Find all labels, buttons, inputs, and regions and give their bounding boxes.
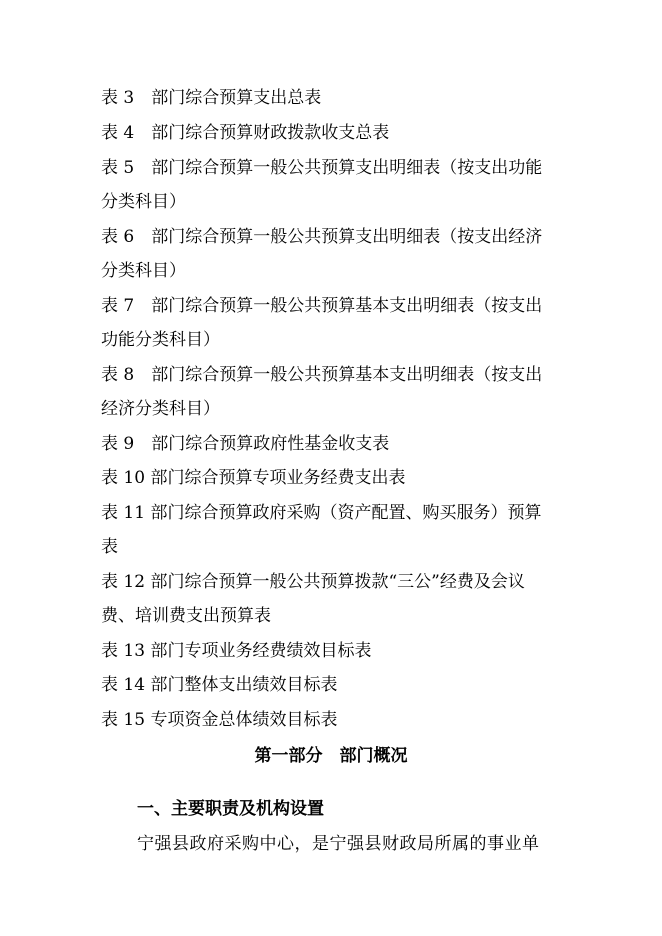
- table-list-line: 表 6 部门综合预算一般公共预算支出明细表（按支出经济: [101, 227, 543, 247]
- table-list-line: 表 12 部门综合预算一般公共预算拨款“三公”经费及会议: [101, 572, 525, 592]
- table-list-line: 分类科目）: [101, 261, 186, 281]
- table-list-line: 功能分类科目）: [101, 330, 220, 350]
- table-list-line: 表 9 部门综合预算政府性基金收支表: [101, 434, 390, 454]
- table-list-line: 表 15 专项资金总体绩效目标表: [101, 710, 338, 730]
- table-list-line: 表 10 部门综合预算专项业务经费支出表: [101, 468, 406, 488]
- table-list-line: 费、培训费支出预算表: [101, 606, 271, 626]
- section-title: 一、主要职责及机构设置: [137, 799, 324, 819]
- table-list-line: 表 13 部门专项业务经费绩效目标表: [101, 641, 372, 661]
- table-list-line: 分类科目）: [101, 192, 186, 212]
- table-list-line: 表 3 部门综合预算支出总表: [101, 88, 322, 108]
- table-list-line: 经济分类科目）: [101, 399, 220, 419]
- table-list-line: 表 7 部门综合预算一般公共预算基本支出明细表（按支出: [101, 296, 543, 316]
- part-title: 第一部分 部门概况: [254, 746, 408, 766]
- table-list-line: 表 14 部门整体支出绩效目标表: [101, 675, 338, 695]
- table-list-line: 表 5 部门综合预算一般公共预算支出明细表（按支出功能: [101, 158, 543, 178]
- body-paragraph: 宁强县政府采购中心，是宁强县财政局所属的事业单: [137, 834, 540, 854]
- table-list-line: 表 4 部门综合预算财政拨款收支总表: [101, 123, 390, 143]
- table-list-line: 表 8 部门综合预算一般公共预算基本支出明细表（按支出: [101, 365, 543, 385]
- table-list-line: 表: [101, 537, 118, 557]
- table-list-line: 表 11 部门综合预算政府采购（资产配置、购买服务）预算: [101, 503, 542, 523]
